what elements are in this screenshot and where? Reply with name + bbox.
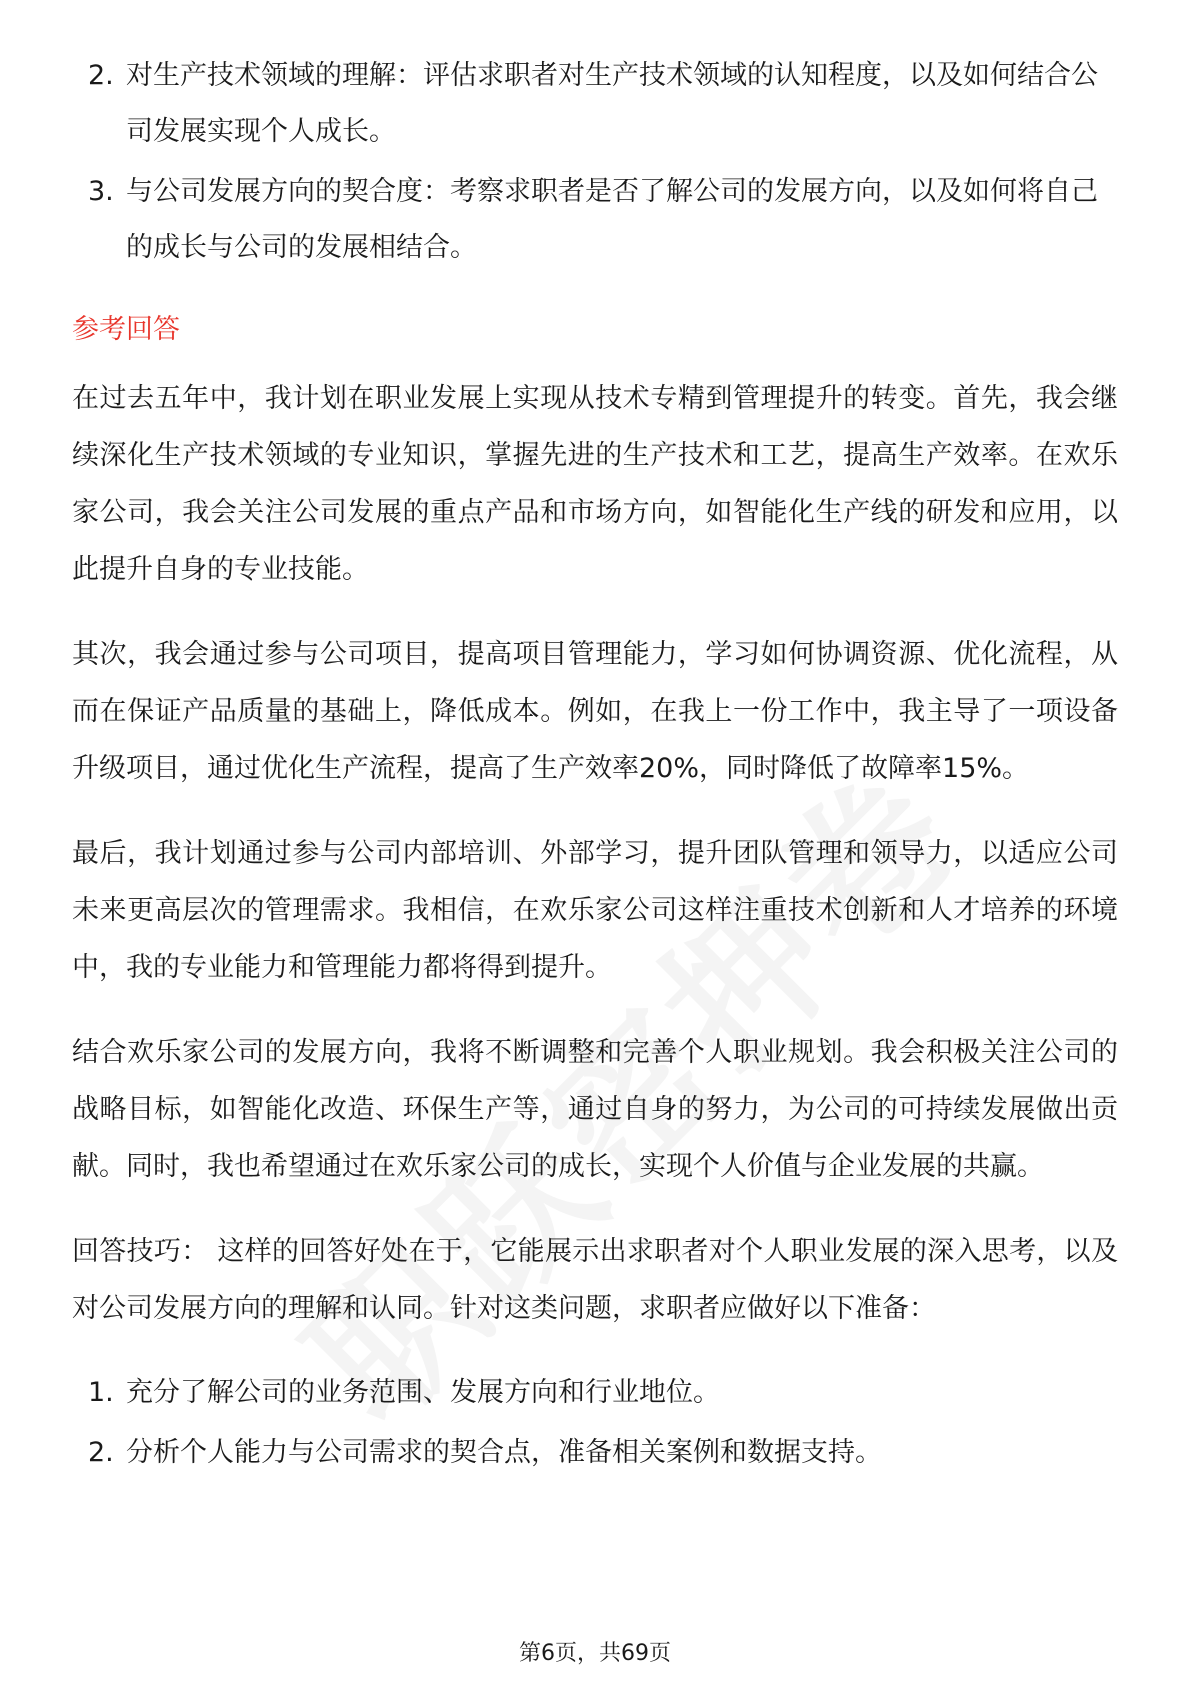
criteria-list: [72, 48, 1118, 276]
list-item-number: 2.: [88, 1437, 114, 1468]
list-item: [72, 164, 1118, 276]
paragraph: 在过去五年中，我计划在职业发展上实现从技术专精到管理提升的转变。首先，我会继续深化生产技术领域的专业知识，掌握先进的生产技术和工艺，提高生产效率。在欢乐家公司，我会关注公司发展的重点产品和市场方向，如智能化生产线的研发和应用，以此提升自身的专业技能。: [72, 383, 1118, 585]
paragraph: 结合欢乐家公司的发展方向，我将不断调整和完善个人职业规划。我会积极关注公司的战略目标，如智能化改造、环保生产等，通过自身的努力，为公司的可持续发展做出贡献。同时，我也希望通过在欢乐家公司的成长，实现个人价值与企业发展的共赢。: [72, 1037, 1118, 1182]
preparation-list: [72, 1365, 1118, 1481]
list-item-number: 2.: [88, 60, 114, 91]
list-item: [72, 48, 1118, 160]
list-item-text: 充分了解公司的业务范围、发展方向和行业地位。: [126, 1377, 720, 1408]
list-item-text: 与公司发展方向的契合度：考察求职者是否了解公司的发展方向，以及如何将自己的成长与公司的发展相结合。: [126, 176, 1098, 263]
list-item: [72, 1365, 1118, 1421]
page-content: [72, 48, 1118, 1485]
paragraph: 其次，我会通过参与公司项目，提高项目管理能力，学习如何协调资源、优化流程，从而在保证产品质量的基础上，降低成本。例如，在我上一份工作中，我主导了一项设备升级项目，通过优化生产流程，提高了生产效率20%，同时降低了故障率15%。: [72, 639, 1118, 784]
list-item: [72, 1425, 1118, 1481]
list-item-number: 3.: [88, 176, 114, 207]
list-item-number: 1.: [88, 1377, 114, 1408]
answer-tips-paragraph: 回答技巧： 这样的回答好处在于，它能展示出求职者对个人职业发展的深入思考，以及对公司发展方向的理解和认同。针对这类问题，求职者应做好以下准备：: [72, 1236, 1118, 1324]
paragraph: 最后，我计划通过参与公司内部培训、外部学习，提升团队管理和领导力，以适应公司未来更高层次的管理需求。我相信，在欢乐家公司这样注重技术创新和人才培养的环境中，我的专业能力和管理能力都将得到提升。: [72, 838, 1118, 983]
page-footer: 第6页，共69页: [519, 1641, 671, 1666]
section-title: 参考回答: [72, 314, 180, 345]
list-item-text: 对生产技术领域的理解：评估求职者对生产技术领域的认知程度，以及如何结合公司发展实现个人成长。: [126, 60, 1098, 147]
list-item-text: 分析个人能力与公司需求的契合点，准备相关案例和数据支持。: [126, 1437, 882, 1468]
